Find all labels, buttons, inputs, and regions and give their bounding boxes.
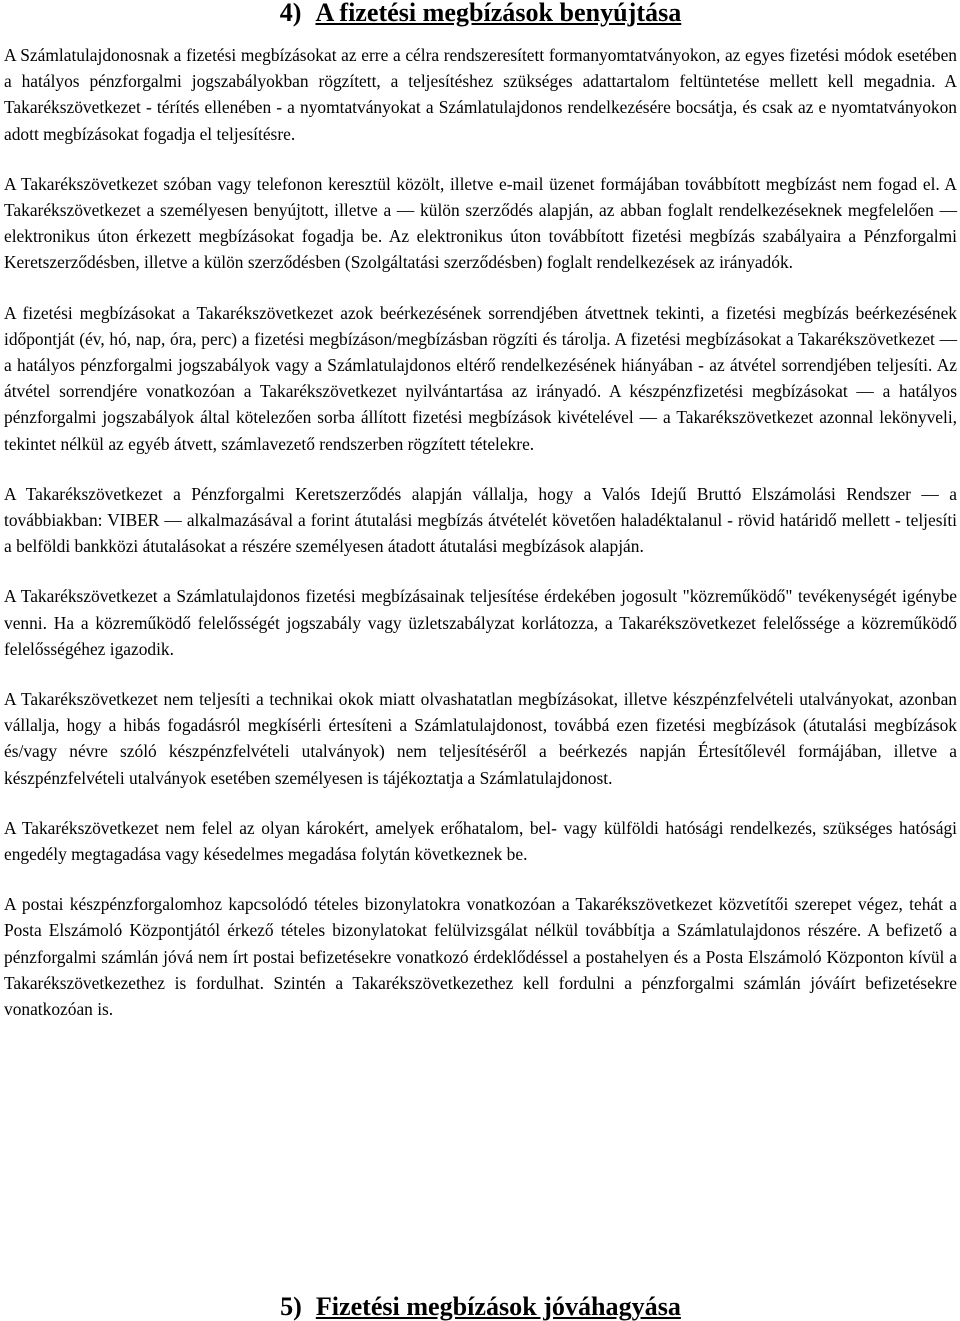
paragraph-submission-forms: A Számlatulajdonosnak a fizetési megbízásokat az erre a célra rendszeresített formanyomtatványokon, az egyes fizetési módok esetében a hatályos pénzforgalmi jogszabályokban rögzített, a teljesítéshez szükséges adattartalom feltüntetése mellett kell megadnia. A Takarékszövetkezet - térítés ellenében - a nyomtatványokat a Számlatulajdonos rendelkezésére bocsátja, és csak az e nyomtatványokon adott megbízásokat fogadja el teljesítésre. xyxy=(4,45,957,144)
paragraph-force-majeure: A Takarékszövetkezet nem felel az olyan károkért, amelyek erőhatalom, bel- vagy külföldi hatósági rendelkezés, szükséges hatósági engedély megtagadása vagy késedelmes megadása folytán következnek be. xyxy=(4,817,957,865)
paragraph-accepted-channels: A Takarékszövetkezet szóban vagy telefonon keresztül közölt, illetve e-mail üzenet formájában továbbított megbízást nem fogad el. A Takarékszövetkezet a személyesen benyújtott, illetve a — külön szerződés alapján, az abban foglalt rendelkezéseknek megfelelően — elektronikus úton érkezett megbízásokat fogadja be. Az elektronikus úton továbbított fizetési megbízás szabályaira a Pénzforgalmi Keretszerződésben, illetve a külön szerződésben (Szolgáltatási szerződésben) foglalt rendelkezések az irányadók. xyxy=(4,173,957,273)
section-4-heading xyxy=(4,0,957,26)
section-5-number: 5) xyxy=(280,1292,302,1321)
paragraph-intermediary: A Takarékszövetkezet a Számlatulajdonos fizetési megbízásainak teljesítése érdekében jogosult "közreműködő" tevékenységét igénybe venni. Ha a közreműködő felelősségét jogszabály vagy üzletszabályzat korlátozza, a Takarékszövetkezet felelőssége a közreműködő felelősségéhez igazodik. xyxy=(4,586,957,659)
paragraph-viber: A Takarékszövetkezet a Pénzforgalmi Keretszerződés alapján vállalja, hogy a Valós Idejű Bruttó Elszámolási Rendszer — a továbbiakban: VIBER — alkalmazásával a forint átutalási megbízás átvételét követően haladéktalanul - rövid határidő mellett - teljesíti a belföldi bankközi átutalásokat a részére személyesen átadott átutalási megbízások alapján. xyxy=(4,483,957,557)
paragraph-order-of-receipt: A fizetési megbízásokat a Takarékszövetkezet azok beérkezésének sorrendjében átvettnek tekinti, a fizetési megbízás beérkezésének időpontját (év, hó, nap, óra, perc) a fizetési megbízáson/megbízásban rögzíti és tárolja. A fizetési megbízásokat a Takarékszövetkezet — a hatályos pénzforgalmi jogszabályok vagy a Számlatulajdonos eltérő rendelkezésének hiányában - az átvétel sorrendjében teljesíti. Az átvétel sorrendjére vonatkozóan a Takarékszövetkezet nyilvántartása az irányadó. A készpénzfizetési megbízásokat — a hatályos pénzforgalmi jogszabályok által kötelezően sorba állított fizetési megbízások kivételével — a Takarékszövetkezet azonnal lekönyveli, tekintet nélkül az egyéb átvett, számlavezető rendszerben rögzített tételekre. xyxy=(4,302,957,454)
section-4-number: 4) xyxy=(279,0,302,27)
paragraph-postal-cash: A postai készpénzforgalomhoz kapcsolódó tételes bizonylatokra vonatkozóan a Takarékszövetkezet közvetítői szerepet végez, tehát a Posta Elszámoló Központjától érkező tételes bizonylatokat felülvizsgálat nélkül továbbítja a Számlatulajdonos részére. A befizető a pénzforgalmi számlán jóvá nem írt postai befizetésekre vonatkozó érdeklődéssel a postahelyen és a Posta Elszámoló Központon kívül a Takarékszövetkezethez is fordulhat. Szintén a Takarékszövetkezethez kell fordulni a pénzforgalmi számlán jóváírt befizetésekre vonatkozóan is. xyxy=(4,894,957,1020)
section-5-title: Fizetési megbízások jóváhagyása xyxy=(315,1292,681,1321)
section-4-title: A fizetési megbízások benyújtása xyxy=(315,0,682,27)
section-5-heading xyxy=(4,1294,957,1320)
document-page xyxy=(4,0,957,1321)
paragraph-illegible-orders: A Takarékszövetkezet nem teljesíti a technikai okok miatt olvashatatlan megbízásokat, illetve készpénzfelvételi utalványokat, azonban vállalja, hogy a hibás fogadásról megkísérli értesíteni a Számlatulajdonost, továbbá ezen fizetési megbízások (átutalási megbízások és/vagy névre szóló készpénzfelvételi utalványok) nem teljesítéséről a beérkezés napján Értesítőlevél formájában, illetve a készpénzfelvételi utalványok esetében személyesen is tájékoztatja a Számlatulajdonost. xyxy=(4,689,957,788)
